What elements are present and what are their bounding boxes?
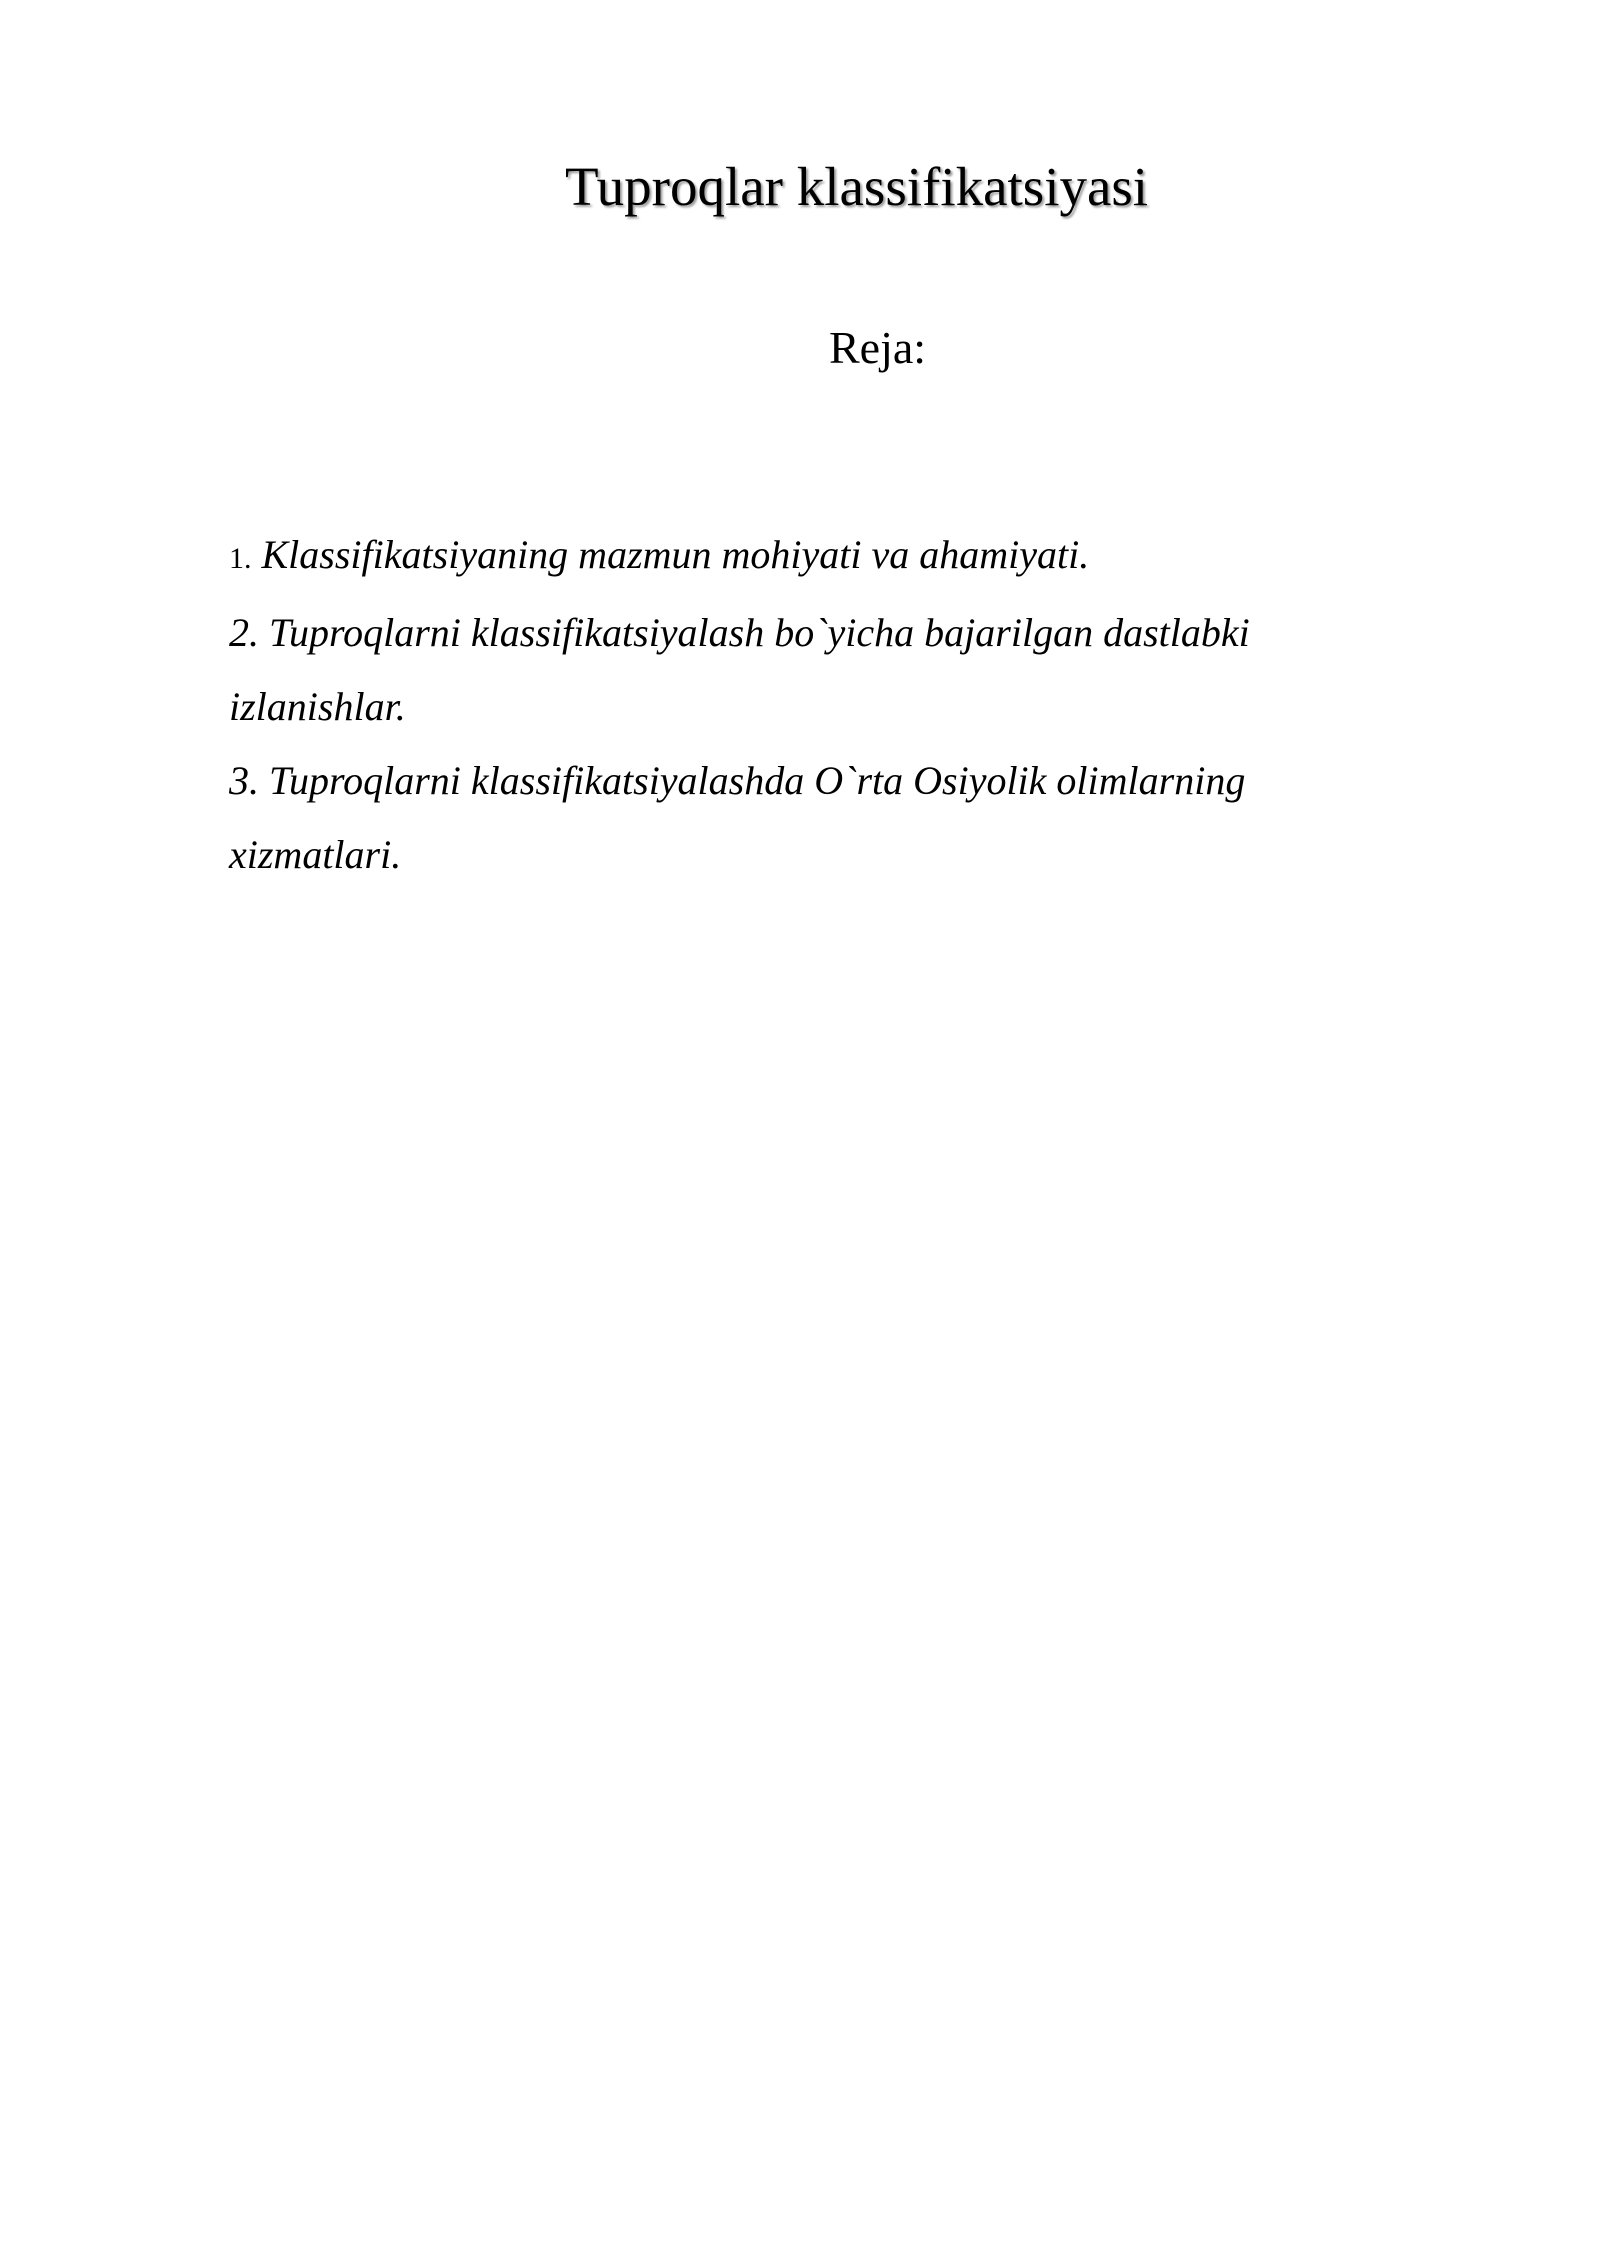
document-title: Tuproqlar klassifikatsiyasi: [565, 156, 1149, 217]
plan-item-1: [229, 518, 1389, 596]
plan-item-2: [229, 596, 1389, 744]
plan-list: [229, 518, 1389, 892]
plan-item-text: Tuproqlarni klassifikatsiyalash bo`yicha bajarilgan dastlabki izlanishlar.: [229, 610, 1250, 729]
plan-item-text: Klassifikatsiyaning mazmun mohiyati va ahamiyati.: [261, 532, 1090, 577]
plan-heading: Reja:: [829, 322, 927, 373]
plan-item-number: 2.: [229, 610, 259, 655]
plan-item-number: 3.: [229, 758, 259, 803]
plan-item-number: 1.: [229, 542, 252, 575]
plan-item-3: [229, 744, 1389, 892]
plan-item-text: Tuproqlarni klassifikatsiyalashda O`rta Osiyolik olimlarning xizmatlari.: [229, 758, 1246, 877]
